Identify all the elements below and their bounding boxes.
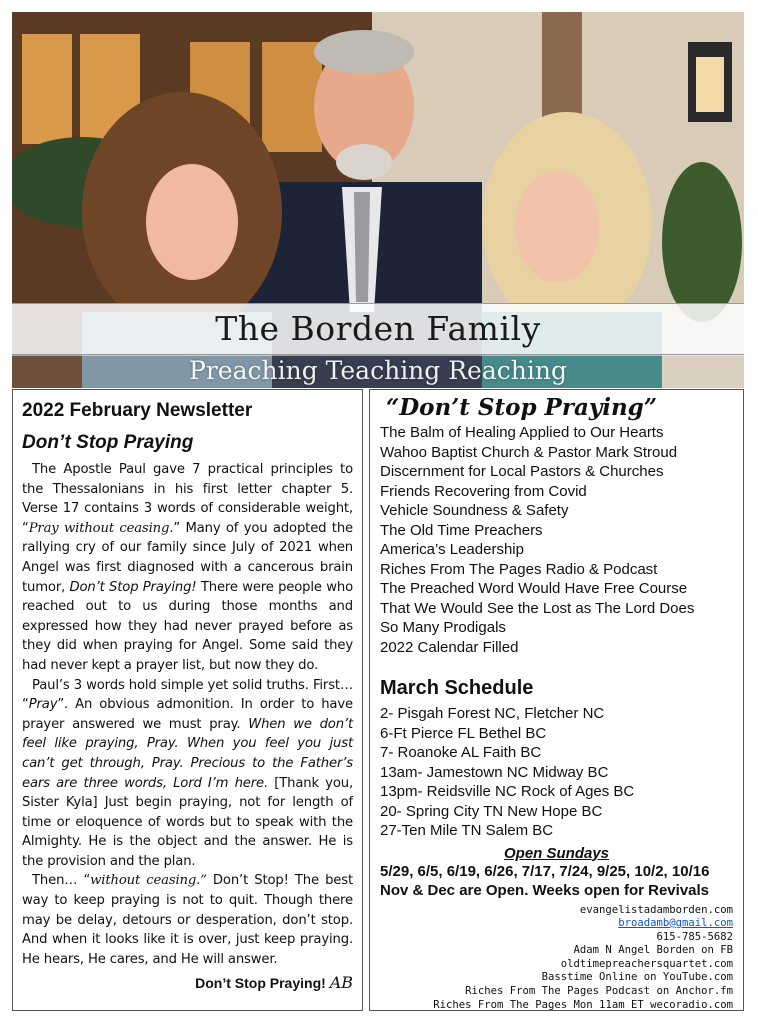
newsletter-column [12,389,363,1011]
p1-italic: Don’t Stop Praying! [69,579,197,595]
schedule-item: 13pm- Reidsville NC Rock of Ages BC [380,783,635,800]
youtube-info: Basstime Online on YouTube.com [541,971,733,984]
radio-info: Riches From The Pages Mon 11am ET wecoradio.com [433,998,733,1011]
article-paragraph-1 [22,460,353,676]
prayer-list-heading: “Don’t Stop Praying” [386,394,657,421]
prayer-item: Discernment for Local Pastors & Churches [380,463,664,480]
contact-info [380,904,733,1013]
article-paragraph-2 [22,676,353,872]
p3-text-b: Don’t Stop! The best way to keep praying is not to quit. Though there may be delay, detours or desperation, don’t stop. And when it looks like it is over, just keep praying. He hears, He cares, and He will answer. [22,873,353,967]
schedule-item: 13am- Jamestown NC Midway BC [380,763,609,781]
p2-italic: When we don’t feel like praying, Pray. When you feel you just can’t get through, Pray. Precious to the Father’s ears are three words, Lord I’m here. [22,716,353,791]
quartet-website[interactable]: oldtimepreachersquartet.com [560,957,733,970]
prayer-item: Riches From The Pages Radio & Podcast [380,560,658,578]
signoff-text: Don’t Stop Praying! [195,975,326,992]
podcast-info: Riches From The Pages Podcast on Anchor.fm [465,985,733,998]
schedule-item: 2- Pisgah Forest NC, Fletcher NC [380,705,605,722]
prayer-item: The Balm of Healing Applied to Our Hearts [380,424,664,441]
schedule-heading: March Schedule [380,677,534,699]
facebook-info: Adam N Angel Borden on FB [573,944,733,957]
page-subtitle: Preaching Teaching Reaching [189,356,567,385]
schedule-item: 27-Ten Mile TN Salem BC [380,822,554,839]
article-body [22,460,353,969]
article-title: Don’t Stop Praying [22,432,194,453]
p2-text-c: [Thank you, Sister Kyla] Just begin praying, not for length of time or eloquence of words but to speak with the Almighty. He is the object and the answer. He is the provision and the plan. [22,775,353,869]
p1-text-c: There were people who reached out to us during those months and expressed how they had never prayed before as they did when praying for Angel. Some said they had never kept a prayer list, but now they do. [22,579,353,673]
prayer-item: The Preached Word Would Have Free Course [380,580,688,597]
p3-quote: without ceasing.” [90,873,207,889]
website-link[interactable]: evangelistadamborden.com [579,903,733,916]
article-signoff [22,973,353,992]
page-title: The Borden Family [215,309,541,348]
info-column [369,389,744,1011]
p3-text-a: Then… “ [32,873,91,889]
p1-text-a: The Apostle Paul gave 7 practical principles to the Thessalonians in his first letter chapter 5. Verse 17 contains 3 words of considerable weight, “ [22,462,353,536]
p2-text-b: ”. An obvious admonition. In order to have prayer answered we must pray. [22,697,353,732]
prayer-item: Friends Recovering from Covid [380,482,587,500]
schedule-item: 7- Roanoke AL Faith BC [380,744,542,761]
schedule-item: 20- Spring City TN New Hope BC [380,802,603,820]
prayer-item: America’s Leadership [380,541,524,558]
schedule-list [380,704,733,841]
prayer-item: Vehicle Soundness & Safety [380,502,569,519]
phone-number: 615-785-5682 [656,930,733,943]
p1-quote: Pray without ceasing [28,520,170,536]
schedule-item: 6-Ft Pierce FL Bethel BC [380,724,547,742]
prayer-item: 2022 Calendar Filled [380,638,519,656]
p1-text-b: .” Many of you adopted the rallying cry of our family since July of 2021 when Angel was first diagnosed with a cancerous brain tumor, [22,520,353,595]
article-paragraph-3 [22,871,353,969]
open-sundays-heading: Open Sundays [503,844,610,862]
prayer-item: Wahoo Baptist Church & Pastor Mark Stroud [380,443,678,461]
prayer-item: So Many Prodigals [380,619,506,636]
newsletter-heading: 2022 February Newsletter [22,400,253,421]
prayer-list [380,423,733,657]
p2-text-a: Paul’s 3 words hold simple yet solid truths. First… “ [22,677,353,713]
title-banner [12,303,744,355]
open-weeks-note: Nov & Dec are Open. Weeks open for Revivals [380,881,710,899]
p2-pray: Pray [28,697,58,713]
subtitle-banner [12,355,744,388]
signature-initials: AB [329,973,353,993]
prayer-item: That We Would See the Lost as The Lord Does [380,599,695,617]
open-sundays-dates: 5/29, 6/5, 6/19, 6/26, 7/17, 7/24, 9/25, 10/2, 10/16 [380,862,710,880]
prayer-item: The Old Time Preachers [380,521,543,539]
email-link[interactable]: broadamb@gmail.com [618,917,733,930]
